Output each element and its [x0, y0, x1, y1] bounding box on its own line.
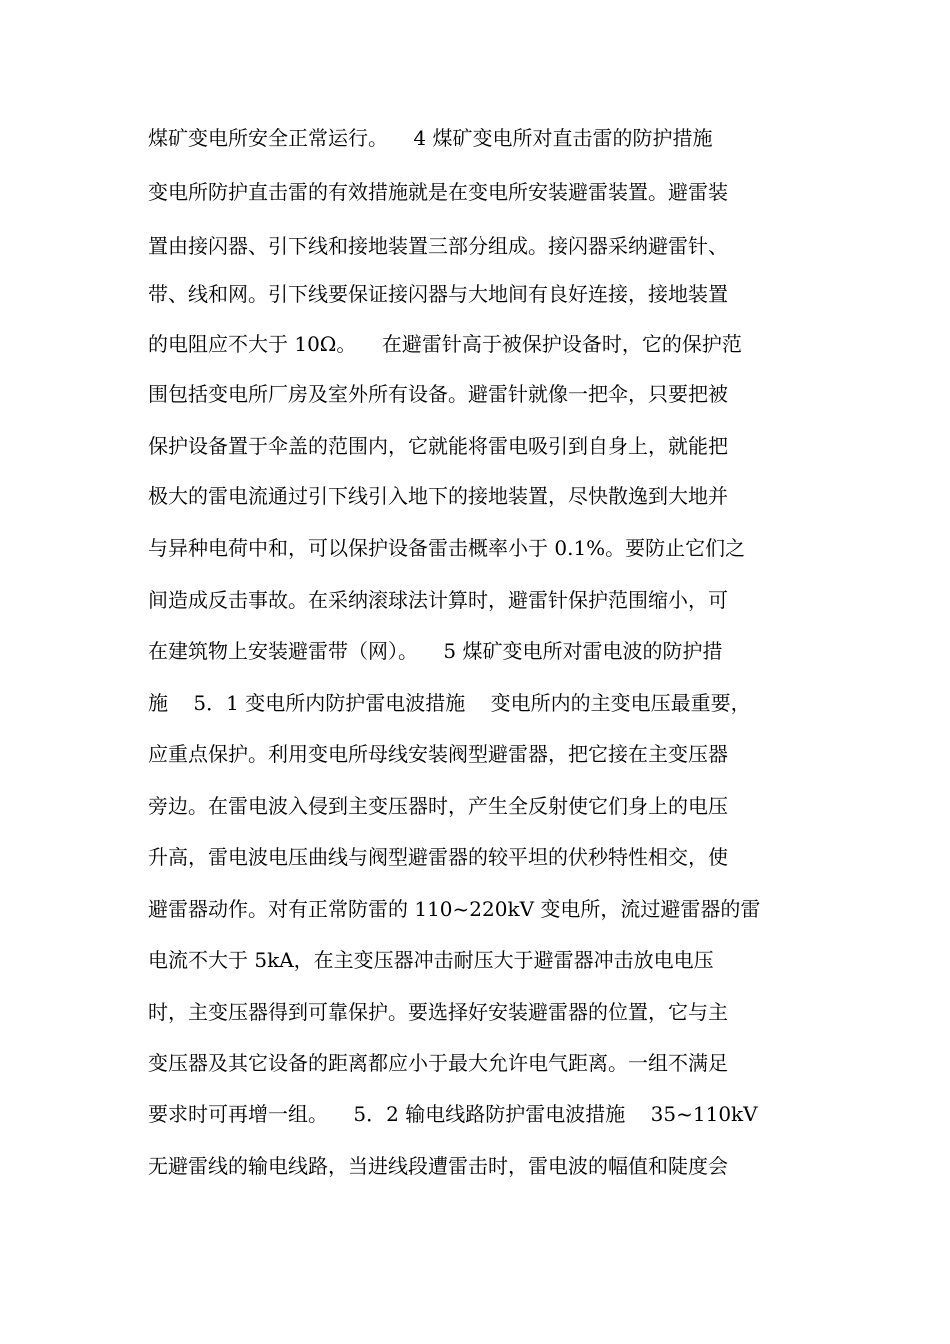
body-text-line: 围包括变电所厂房及室外所有设备。避雷针就像一把伞，只要把被 [148, 382, 728, 406]
body-text-line: 在建筑物上安装避雷带（网）。 5 煤矿变电所对雷电波的防护措 [148, 639, 723, 663]
body-text-line: 旁边。在雷电波入侵到主变压器时，产生全反射使它们身上的电压 [148, 794, 728, 818]
body-text-line: 的电阻应不大于 10Ω。 在避雷针高于被保护设备时，它的保护范 [148, 332, 742, 356]
body-text-line: 时，主变压器得到可靠保护。要选择好安装避雷器的位置，它与主 [148, 1000, 728, 1024]
body-text-line: 施 5．1 变电所内防护雷电波措施 变电所内的主变电压最重要， [148, 691, 751, 715]
body-text-line: 置由接闪器、引下线和接地装置三部分组成。接闪器采纳避雷针、 [148, 234, 728, 258]
body-text-line: 与异种电荷中和，可以保护设备雷击概率小于 0.1%。要防止它们之 [148, 536, 746, 560]
body-text-line: 极大的雷电流通过引下线引入地下的接地装置，尽快散逸到大地并 [148, 484, 728, 508]
body-text-line: 煤矿变电所安全正常运行。 4 煤矿变电所对直击雷的防护措施 [148, 126, 713, 150]
body-text-line: 要求时可再增一组。 5．2 输电线路防护雷电波措施 35~110kV [148, 1102, 758, 1126]
body-text-line: 无避雷线的输电线路，当进线段遭雷击时，雷电波的幅值和陡度会 [148, 1154, 728, 1178]
body-text-line: 避雷器动作。对有正常防雷的 110~220kV 变电所，流过避雷器的雷 [148, 897, 761, 921]
body-text-line: 变压器及其它设备的距离都应小于最大允许电气距离。一组不满足 [148, 1051, 728, 1075]
body-text-line: 间造成反击事故。在采纳滚球法计算时，避雷针保护范围缩小，可 [148, 588, 728, 612]
body-text-line: 电流不大于 5kA，在主变压器冲击耐压大于避雷器冲击放电电压 [148, 948, 714, 972]
body-text-line: 保护设备置于伞盖的范围内，它就能将雷电吸引到自身上，就能把 [148, 434, 728, 458]
body-text-line: 升高，雷电波电压曲线与阀型避雷器的较平坦的伏秒特性相交，使 [148, 845, 728, 869]
body-text-line: 变电所防护直击雷的有效措施就是在变电所安装避雷装置。避雷装 [148, 180, 728, 204]
body-text-line: 带、线和网。引下线要保证接闪器与大地间有良好连接，接地装置 [148, 282, 728, 306]
body-text-line: 应重点保护。利用变电所母线安装阀型避雷器，把它接在主变压器 [148, 742, 728, 766]
